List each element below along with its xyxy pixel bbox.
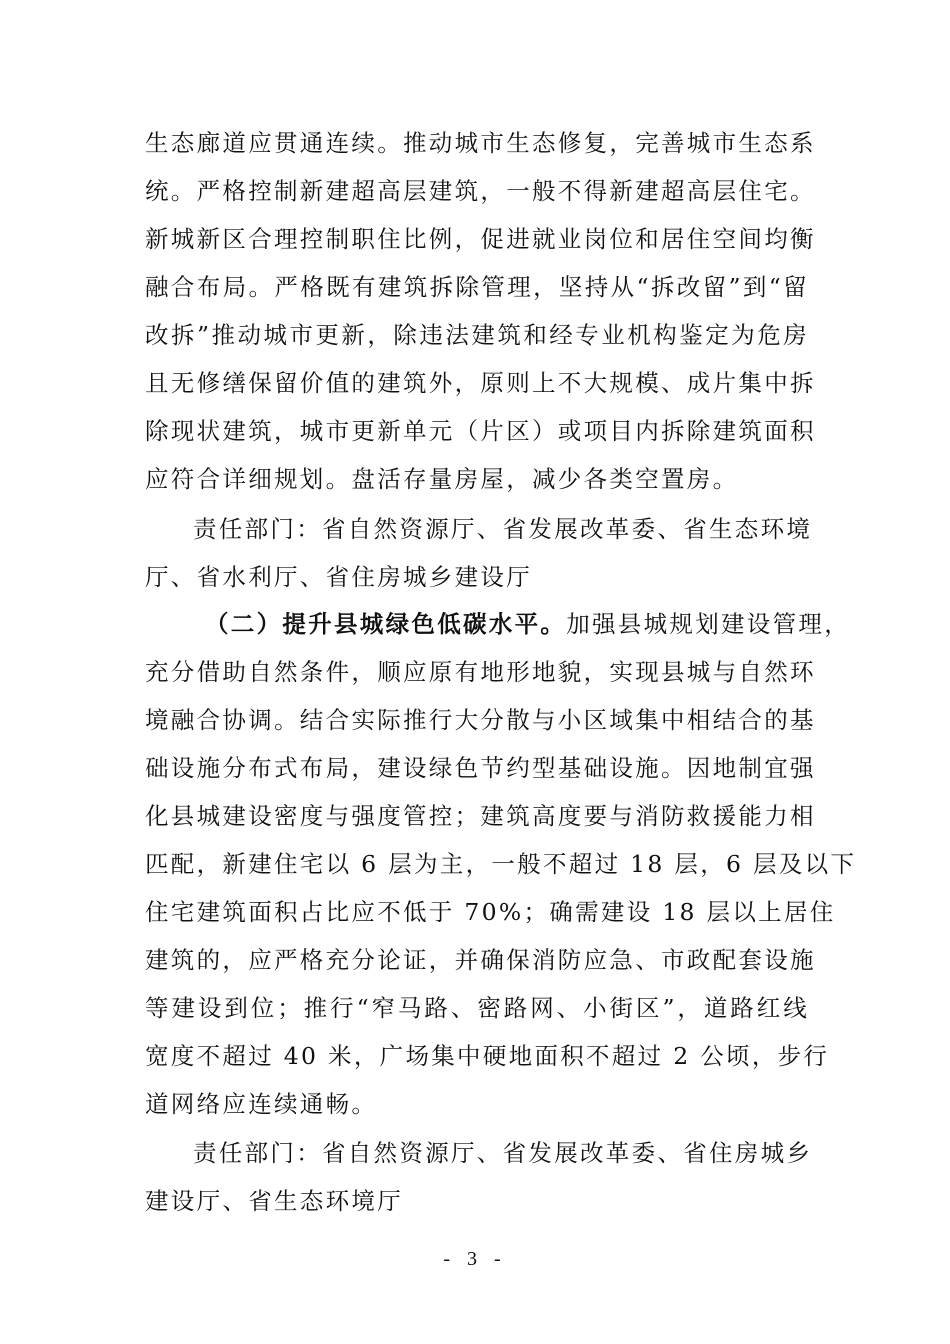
section-heading-rest: 加强县城规划建设管理， (566, 610, 851, 638)
paragraph-line: 境融合协调。结合实际推行大分散与小区域集中相结合的基 (145, 706, 816, 734)
responsibility-line: 责任部门：省自然资源厅、省发展改革委、省生态环境 (193, 515, 813, 543)
paragraph-line: 宽度不超过 40 米，广场集中硬地面积不超过 2 公顷，步行 (145, 1042, 830, 1070)
responsibility-line: 厅、省水利厅、省住房城乡建设厅 (145, 563, 532, 591)
paragraph-line: 统。严格控制新建超高层建筑，一般不得新建超高层住宅。 (145, 177, 816, 205)
paragraph-line: 改拆”推动城市更新，除违法建筑和经专业机构鉴定为危房 (145, 321, 809, 349)
paragraph-line: 建筑的，应严格充分论证，并确保消防应急、市政配套设施 (145, 946, 816, 974)
paragraph-line: 等建设到位；推行“窄马路、密路网、小街区”，道路红线 (145, 994, 809, 1022)
responsibility-line: 责任部门：省自然资源厅、省发展改革委、省住房城乡 (193, 1139, 813, 1167)
paragraph-line: 充分借助自然条件，顺应原有地形地貌，实现县城与自然环 (145, 658, 816, 686)
paragraph-line: 融合布局。严格既有建筑拆除管理，坚持从“拆改留”到“留 (145, 273, 809, 301)
paragraph-line: 除现状建筑，城市更新单元（片区）或项目内拆除建筑面积 (145, 417, 816, 445)
paragraph-line: 道网络应连续通畅。 (145, 1090, 378, 1118)
section-heading: （二）提升县城绿色低碳水平。 (205, 610, 567, 638)
paragraph-line: 化县城建设密度与强度管控；建筑高度要与消防救援能力相 (145, 802, 816, 830)
paragraph-line: 新城新区合理控制职住比例，促进就业岗位和居住空间均衡 (145, 225, 816, 253)
responsibility-line: 建设厅、省生态环境厅 (145, 1187, 403, 1215)
paragraph-line: 生态廊道应贯通连续。推动城市生态修复，完善城市生态系 (145, 129, 816, 157)
paragraph-line: 应符合详细规划。盘活存量房屋，减少各类空置房。 (145, 465, 739, 493)
paragraph-line: 础设施分布式布局，建设绿色节约型基础设施。因地制宜强 (145, 754, 816, 782)
paragraph-line: 且无修缮保留价值的建筑外，原则上不大规模、成片集中拆 (145, 369, 816, 397)
paragraph-line: 住宅建筑面积占比应不低于 70%；确需建设 18 层以上居住 (145, 898, 836, 926)
page-number: - 3 - (443, 1248, 507, 1270)
section-heading-line (205, 608, 851, 640)
paragraph-line: 匹配，新建住宅以 6 层为主，一般不超过 18 层，6 层及以下 (145, 850, 857, 878)
